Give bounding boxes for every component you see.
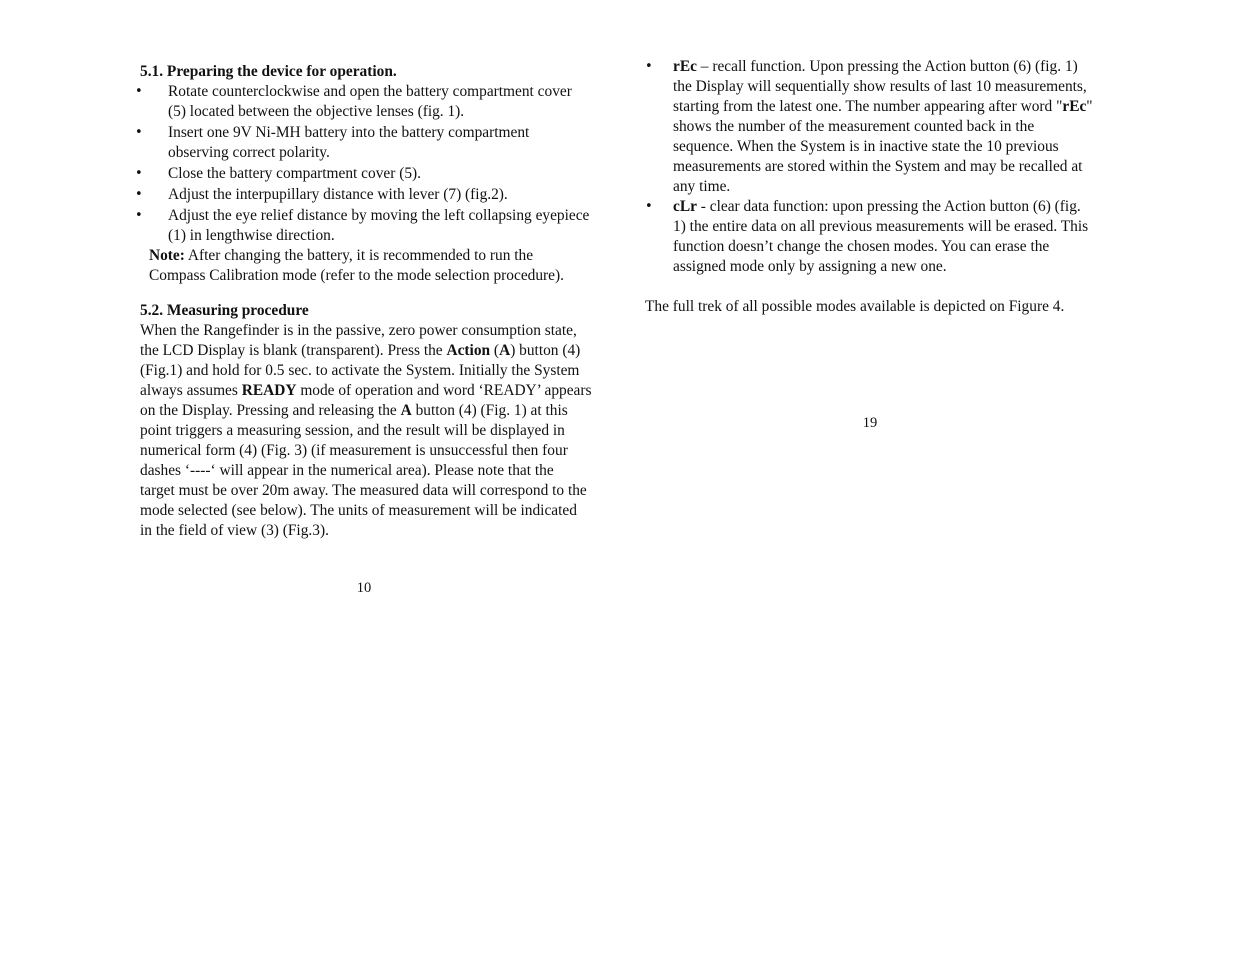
right-page <box>645 57 1097 317</box>
bullet-icon: • <box>135 187 143 202</box>
paragraph-text: ( <box>490 342 500 359</box>
function-term: cLr <box>673 198 697 215</box>
list-item-text: Insert one 9V Ni-MH battery into the battery compartment observing correct polarity. <box>168 124 530 161</box>
section-heading-preparing: 5.1. Preparing the device for operation. <box>140 63 397 80</box>
function-description: - clear data function: upon pressing the Action button (6) (fig. 1) the entire data on all previous measurements will be erased. This function doesn’t change the chosen modes. You can erase the assigned mode only by assigning a new one. <box>673 198 1089 275</box>
bullet-icon: • <box>135 166 143 181</box>
page-number-left: 10 <box>356 580 372 596</box>
emphasis-action: Action <box>446 342 491 359</box>
list-item-text: Adjust the interpupillary distance with lever (7) (fig.2). <box>168 186 508 203</box>
preparation-steps-list <box>135 82 592 246</box>
list-item-text: Close the battery compartment cover (5). <box>168 165 421 182</box>
function-term: rEc <box>673 58 697 75</box>
section-heading-measuring: 5.2. Measuring procedure <box>140 302 309 319</box>
function-description: – recall function. Upon pressing the Action button (6) (fig. 1) the Display will sequentially show results of last 10 measurements, starting from the latest one. The number appearing after word " <box>673 58 1087 115</box>
list-item-text: Adjust the eye relief distance by moving the left collapsing eyepiece (1) in lengthwise direction. <box>168 207 590 244</box>
list-item <box>135 164 592 184</box>
paragraph-text: button (4) (Fig. 1) at this point triggers a measuring session, and the result will be displayed in numerical form (4) (Fig. 3) (if measurement is unsuccessful then four dashes ‘----‘ will appear in the numerical area). Please note that the target must be over 20m away. The measured data will correspond to the mode selected (see below). The units of measurement will be indicated in the field of view (3) (Fig.3). <box>140 402 587 539</box>
emphasis-ready: READY <box>241 382 297 399</box>
paragraph-text: When the Rangefinder is in the passive, zero power consumption state, the LCD Display is blank (transparent). Press the <box>140 322 577 359</box>
bullet-icon: • <box>645 59 653 74</box>
page-number-right: 19 <box>862 415 878 431</box>
list-item-text: Rotate counterclockwise and open the battery compartment cover (5) located between the objective lenses (fig. 1). <box>168 83 572 120</box>
closing-paragraph: The full trek of all possible modes available is depicted on Figure 4. <box>645 298 1065 315</box>
list-item-recall <box>645 57 1097 197</box>
function-term-inline: rEc <box>1062 98 1087 115</box>
emphasis-a: A <box>499 342 511 359</box>
list-item <box>135 185 592 205</box>
list-item <box>135 206 592 246</box>
function-description: " shows the number of the measurement counted back in the sequence. When the System is in inactive state the 10 previous measurements are stored within the System and may be recalled at any time. <box>673 98 1093 195</box>
list-item-clear <box>645 197 1097 277</box>
note-text: After changing the battery, it is recommended to run the Compass Calibration mode (refer to the mode selection procedure). <box>149 247 564 284</box>
bullet-icon: • <box>645 199 653 214</box>
paragraph-text: mode of operation and word ‘READY’ appears on the Display. Pressing and releasing the <box>140 382 592 419</box>
left-page <box>135 61 592 541</box>
bullet-icon: • <box>135 125 143 140</box>
spacer <box>140 286 592 301</box>
note-label: Note: <box>149 247 185 264</box>
list-item <box>135 82 592 122</box>
list-item <box>135 123 592 163</box>
paragraph-text: ) button (4) (Fig.1) and hold for 0.5 sec. to activate the System. Initially the System always assumes <box>140 342 581 399</box>
bullet-icon: • <box>135 208 143 223</box>
battery-note <box>140 246 592 286</box>
emphasis-a: A <box>400 402 412 419</box>
function-list <box>645 57 1097 277</box>
bullet-icon: • <box>135 84 143 99</box>
measuring-procedure-paragraph <box>140 321 592 541</box>
